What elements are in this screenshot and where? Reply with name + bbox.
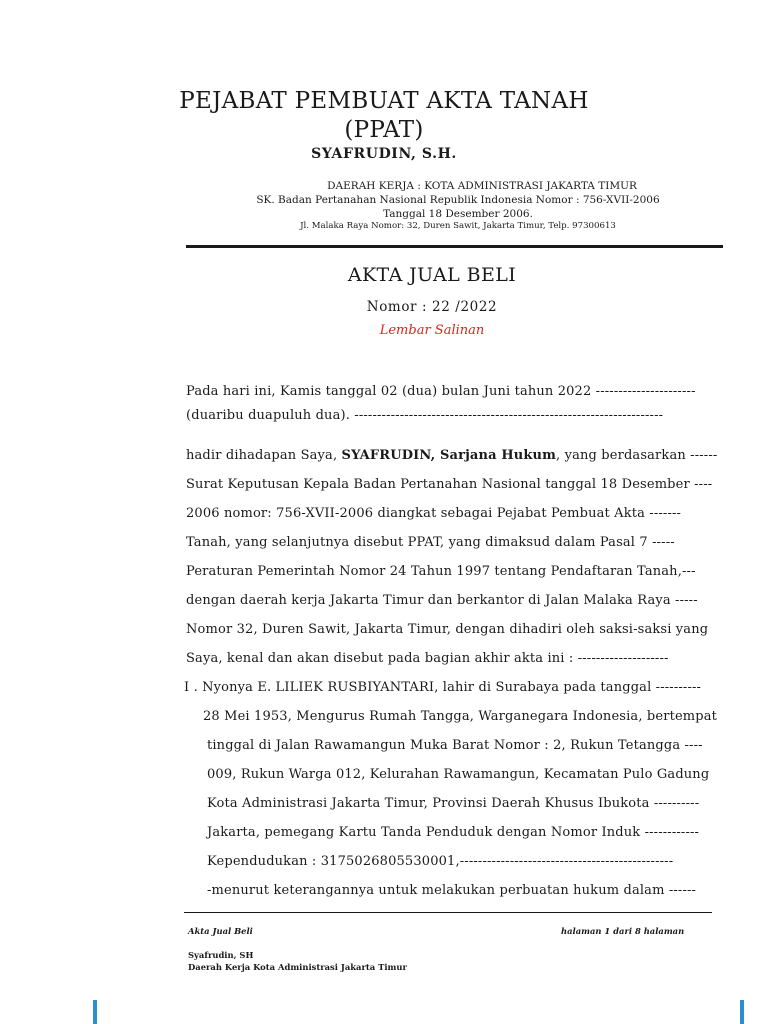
body-line: 2006 nomor: 756-XVII-2006 diangkat sebagai Pejabat Pembuat Akta -------: [186, 506, 682, 521]
notary-name-inline: SYAFRUDIN: [341, 448, 431, 463]
header-divider: [186, 245, 723, 248]
body-line: Peraturan Pemerintah Nomor 24 Tahun 1997 tentang Pendaftaran Tanah,---: [186, 564, 696, 579]
body-line: Nomor 32, Duren Sawit, Jakarta Timur, dengan dihadiri oleh saksi-saksi yang: [186, 622, 709, 637]
copy-label: Lembar Salinan: [379, 323, 485, 338]
comma: ,: [430, 448, 440, 463]
party-line: 28 Mei 1953, Mengurus Rumah Tangga, Warganegara Indonesia, bertempat: [203, 709, 718, 724]
notary-degree-inline: Sarjana Hukum: [439, 448, 557, 463]
footer-page-info: halaman 1 dari 8 halaman: [561, 926, 685, 936]
body-line: Surat Keputusan Kepala Badan Pertanahan Nasional tanggal 18 Desember ----: [186, 477, 713, 492]
body-line: Saya, kenal dan akan disebut pada bagian akhir akta ini : --------------------: [186, 651, 669, 666]
body-text: hadir dihadapan Saya,: [186, 448, 342, 463]
notary-name: SYAFRUDIN, S.H.: [311, 146, 457, 162]
body-line: (duaribu duapuluh dua). --------------------------------------------------------------------: [186, 408, 664, 423]
party-line: Kota Administrasi Jakarta Timur, Provinsi Daerah Khusus Ibukota ----------: [207, 796, 700, 811]
party-line: Kependudukan : 3175026805530001,-----------------------------------------------: [207, 854, 674, 869]
office-title-abbreviation: (PPAT): [344, 117, 424, 143]
office-title: PEJABAT PEMBUAT AKTA TANAH: [179, 88, 589, 114]
party-line: I . Nyonya E. LILIEK RUSBIYANTARI, lahir di Surabaya pada tanggal ----------: [184, 680, 702, 695]
office-address: Jl. Malaka Raya Nomor: 32, Duren Sawit, Jakarta Timur, Telp. 97300613: [300, 221, 616, 231]
decree-reference: SK. Badan Pertanahan Nasional Republik Indonesia Nomor : 756-XVII-2006: [256, 194, 660, 206]
deed-number: Nomor : 22 /2022: [366, 299, 498, 315]
footer-signer-area: Daerah Kerja Kota Administrasi Jakarta Timur: [188, 962, 407, 972]
decree-date: Tanggal 18 Desember 2006.: [383, 208, 533, 220]
party-line: -menurut keterangannya untuk melakukan perbuatan hukum dalam ------: [207, 883, 697, 898]
party-line: 009, Rukun Warga 012, Kelurahan Rawamangun, Kecamatan Pulo Gadung: [207, 767, 710, 782]
body-line: Pada hari ini, Kamis tanggal 02 (dua) bulan Juni tahun 2022 ----------------------: [186, 384, 696, 399]
page-edge-marker-right: [740, 1000, 744, 1024]
footer-divider: [184, 912, 712, 913]
work-area: DAERAH KERJA : KOTA ADMINISTRASI JAKARTA TIMUR: [327, 180, 637, 192]
page-edge-marker-left: [93, 1000, 97, 1024]
body-line: Tanah, yang selanjutnya disebut PPAT, yang dimaksud dalam Pasal 7 -----: [186, 535, 675, 550]
footer-doc-name: Akta Jual Beli: [188, 926, 253, 936]
body-line: dengan daerah kerja Jakarta Timur dan berkantor di Jalan Malaka Raya -----: [186, 593, 698, 608]
party-line: tinggal di Jalan Rawamangun Muka Barat Nomor : 2, Rukun Tetangga ----: [207, 738, 703, 753]
body-text: , yang berdasarkan ------: [556, 448, 718, 463]
footer-signer: Syafrudin, SH: [188, 950, 254, 960]
body-line-appearance: [186, 448, 717, 463]
deed-title: AKTA JUAL BELI: [347, 264, 517, 286]
party-line: Jakarta, pemegang Kartu Tanda Penduduk dengan Nomor Induk ------------: [207, 825, 700, 840]
